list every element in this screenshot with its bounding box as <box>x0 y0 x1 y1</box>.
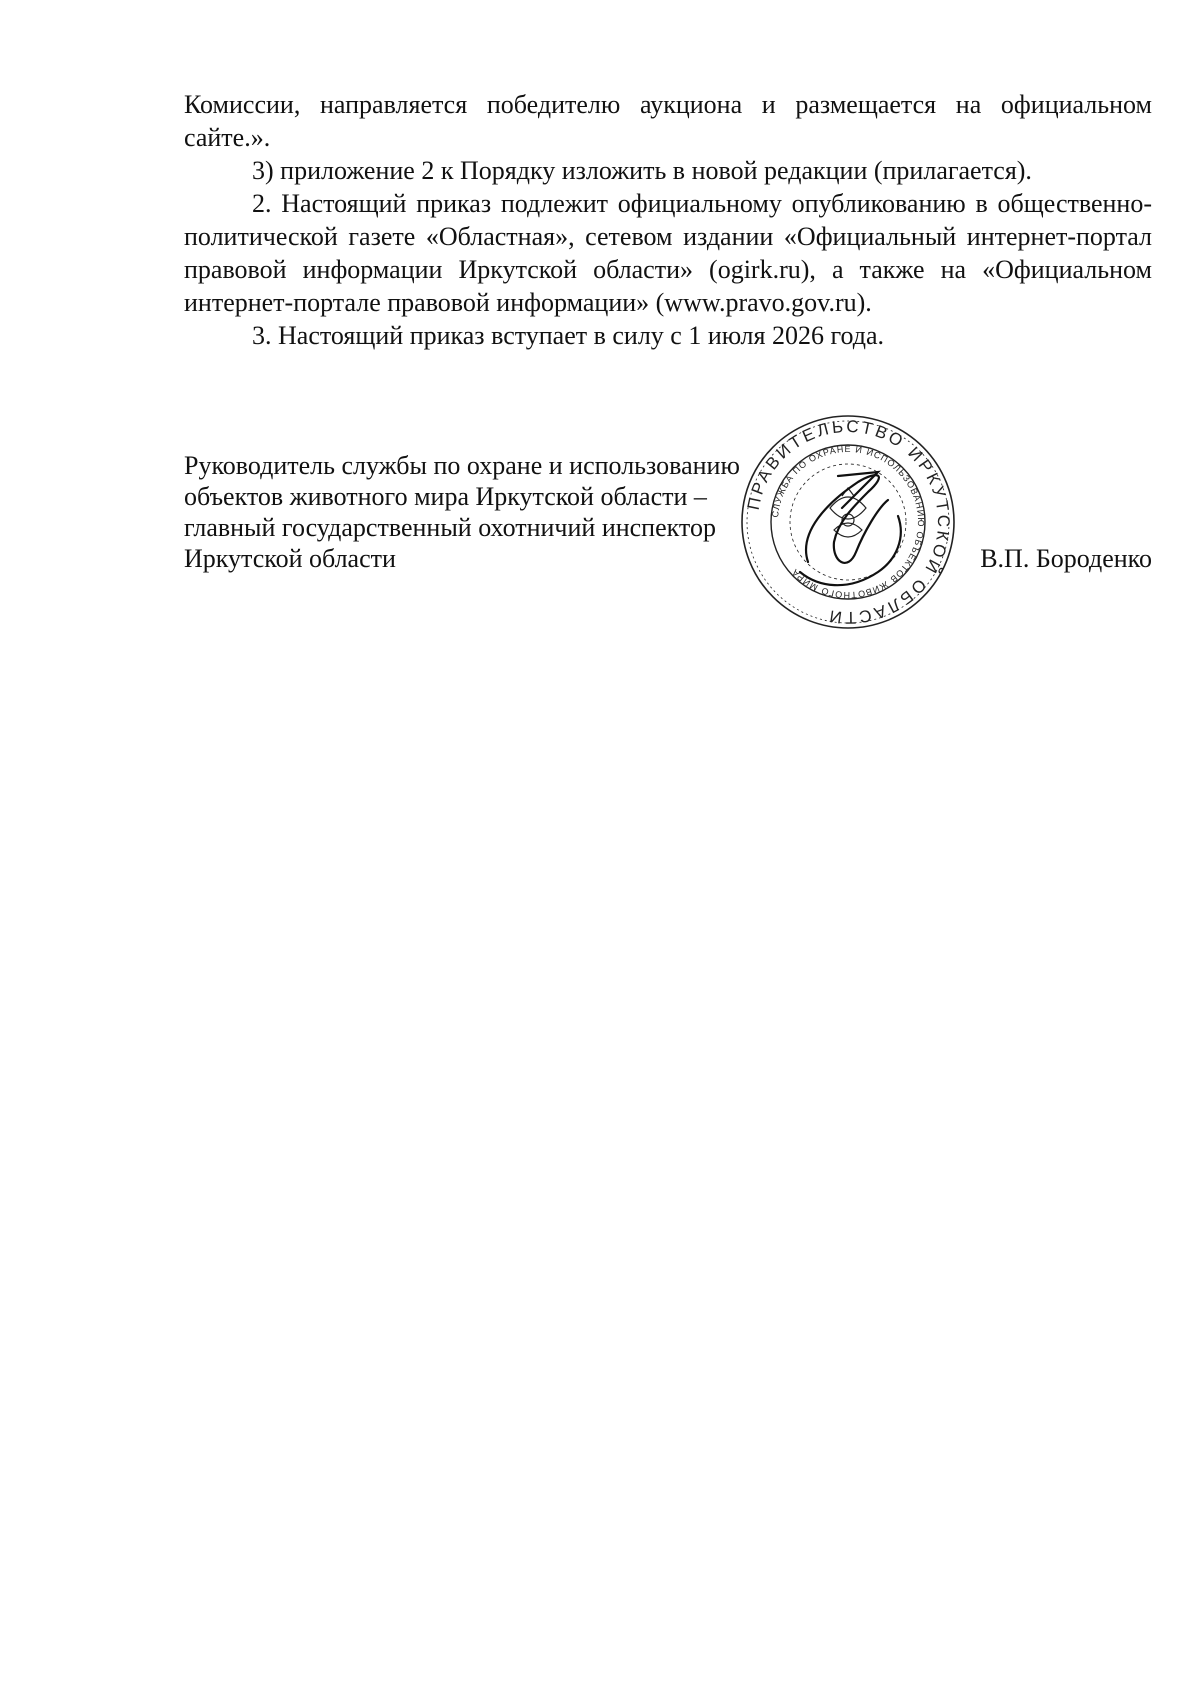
handwritten-signature <box>800 472 901 585</box>
paragraph-item-3: 3) приложение 2 к Порядку изложить в новой редакции (прилагается). <box>252 156 1032 185</box>
paragraph-continuation: Комиссии, направляется победителю аукциона и размещается на официальном сайте.». <box>184 90 1152 152</box>
signatory-name: В.П. Бороденко <box>980 544 1152 573</box>
document-body <box>184 88 1152 352</box>
signatory-position-line: объектов животного мира Иркутской области – <box>184 482 707 511</box>
signatory-position-line: Руководитель службы по охране и использованию <box>184 451 740 480</box>
seal-inner-text: СЛУЖБА ПО ОХРАНЕ И ИСПОЛЬЗОВАНИЮ ОБЪЕКТОВ ЖИВОТНОГО МИРА <box>770 443 927 601</box>
signatory-position-line: Иркутской области <box>184 544 396 573</box>
official-seal-stamp <box>738 412 958 632</box>
signature-block <box>184 450 1152 574</box>
paragraph-clause-2: 2. Настоящий приказ подлежит официальному опубликованию в общественно-политической газете «Областная», сетевом издании «Официальный интернет-портал правовой информации Иркутской области» (ogirk.ru), а также на «Официальном интернет-портале правовой информации» (www.pravo.gov.ru). <box>184 189 1152 317</box>
seal-outer-text: ПРАВИТЕЛЬСТВО ИРКУТСКОЙ ОБЛАСТИ <box>743 416 954 628</box>
paragraph-clause-3: 3. Настоящий приказ вступает в силу с 1 июля 2026 года. <box>252 321 885 350</box>
signatory-position-line: главный государственный охотничий инспектор <box>184 513 716 542</box>
